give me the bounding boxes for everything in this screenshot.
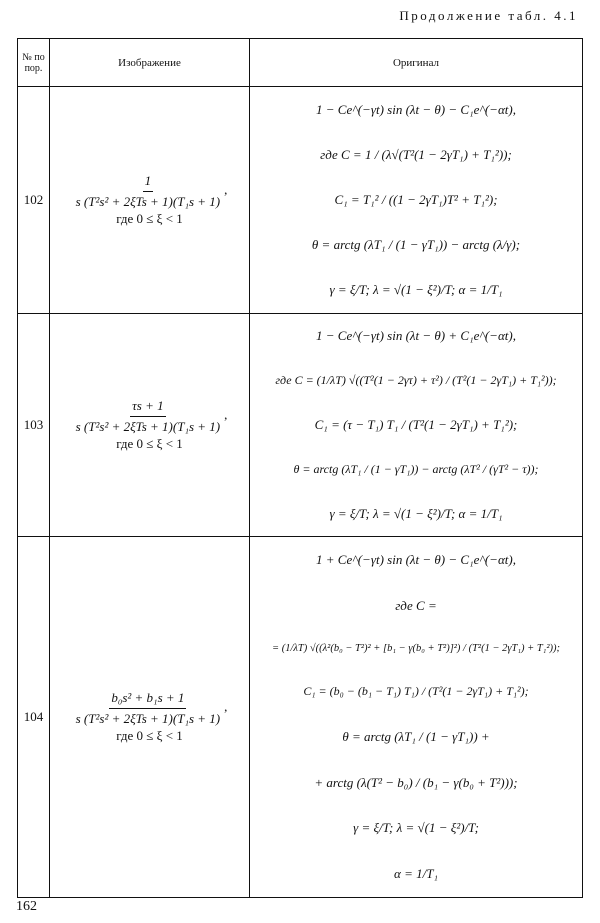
image-fraction — [74, 397, 223, 435]
formula-line: γ = ξ/T; λ = √(1 − ξ²)/T; — [353, 820, 479, 836]
image-denominator: s (T²s² + 2ξTs + 1)(T₁s + 1) — [75, 193, 221, 209]
original-formulas — [250, 537, 582, 897]
formula-line: где C = — [395, 597, 437, 613]
formula-line: γ = ξ/T; λ = √(1 − ξ²)/T; α = 1/T₁ — [329, 505, 503, 521]
image-cell: $\frac{\tau s + 1}{\text{s (T²s² + 2ξTs + 1)(T₁s + 1)}}$ , где 0 ≤ ξ < 1 — [50, 314, 250, 537]
header-original: Оригинал — [250, 39, 583, 87]
formula-line: θ = arctg (λT₁ / (1 − γT₁)) − arctg (λT² / (γT² − τ)); — [293, 461, 539, 476]
image-denominator: s (T²s² + 2ξTs + 1)(T₁s + 1) — [75, 418, 221, 434]
original-formulas — [250, 314, 582, 536]
image-condition: где 0 ≤ ξ < 1 — [116, 436, 183, 452]
formula-line: C₁ = (b₀ − (b₁ − T₁) T₁) / (T²(1 − 2γT₁) + T₁²); — [303, 684, 529, 699]
image-numerator: τs + 1 — [130, 397, 165, 417]
header-num: № по пор. — [18, 39, 50, 87]
header-image: Изображение — [50, 39, 250, 87]
transform-table — [17, 38, 583, 898]
row-number: 102 — [18, 87, 50, 314]
image-denominator: s (T²s² + 2ξTs + 1)(T₁s + 1) — [75, 710, 221, 726]
formula-line: где C = 1 / (λ√(T²(1 − 2γT₁) + T₁²)); — [320, 146, 512, 162]
original-formulas — [250, 87, 582, 313]
formula-line: 1 − Ce^(−γt) sin (λt − θ) − C₁e^(−αt), — [316, 101, 516, 117]
formula-line: C₁ = (τ − T₁) T₁ / (T²(1 − 2γT₁) + T₁²); — [314, 416, 518, 432]
image-fraction — [74, 689, 223, 727]
original-cell — [250, 87, 583, 314]
table-row — [18, 87, 583, 314]
formula-line: θ = arctg (λT₁ / (1 − γT₁)) − arctg (λ/γ); — [311, 237, 521, 253]
original-cell — [250, 314, 583, 537]
image-cell: $\frac{1}{\text{s (T²s² + 2ξTs + 1)(T₁s + 1)}}$ , где 0 ≤ ξ < 1 — [50, 87, 250, 314]
formula-line: 1 − Ce^(−γt) sin (λt − θ) + C₁e^(−αt), — [316, 328, 516, 344]
formula-line: γ = ξ/T; λ = √(1 − ξ²)/T; α = 1/T₁ — [329, 282, 503, 298]
image-fraction — [74, 172, 223, 210]
formula-line: C₁ = T₁² / ((1 − 2γT₁)T² + T₁²); — [334, 191, 498, 207]
row-number: 104 — [18, 537, 50, 898]
table-header-row — [18, 39, 583, 87]
original-cell — [250, 537, 583, 898]
formula-line: где C = (1/λT) √((T²(1 − 2γτ) + τ²) / (T²(1 − 2γT₁) + T₁²)); — [275, 373, 557, 388]
image-condition: где 0 ≤ ξ < 1 — [116, 211, 183, 227]
page-number: 162 — [16, 899, 37, 914]
formula-line: + arctg (λ(T² − b₀) / (b₁ − γ(b₀ + T²))); — [314, 774, 518, 790]
continuation-header: Продолжение табл. 4.1 — [399, 8, 578, 23]
image-numerator: 1 — [143, 172, 154, 192]
image-numerator: b₀s² + b₁s + 1 — [109, 689, 186, 709]
table-row — [18, 537, 583, 898]
table-row — [18, 314, 583, 537]
image-cell: $\frac{\text{b₀s² + b₁s + 1}}{\text{s (T²s² + 2ξTs + 1)(T₁s + 1)}}$ , где 0 ≤ ξ < 1 — [50, 537, 250, 898]
formula-line: θ = arctg (λT₁ / (1 − γT₁)) + — [342, 728, 490, 744]
formula-line: = (1/λT) √((λ²(b₀ − T²)² + [b₁ − γ(b₀ + T²)]²) / (T²(1 − 2γT₁) + T₁²)); — [271, 643, 560, 655]
formula-line: 1 + Ce^(−γt) sin (λt − θ) − C₁e^(−αt), — [316, 551, 516, 567]
row-number: 103 — [18, 314, 50, 537]
formula-line: α = 1/T₁ — [394, 866, 438, 882]
image-condition: где 0 ≤ ξ < 1 — [116, 728, 183, 744]
